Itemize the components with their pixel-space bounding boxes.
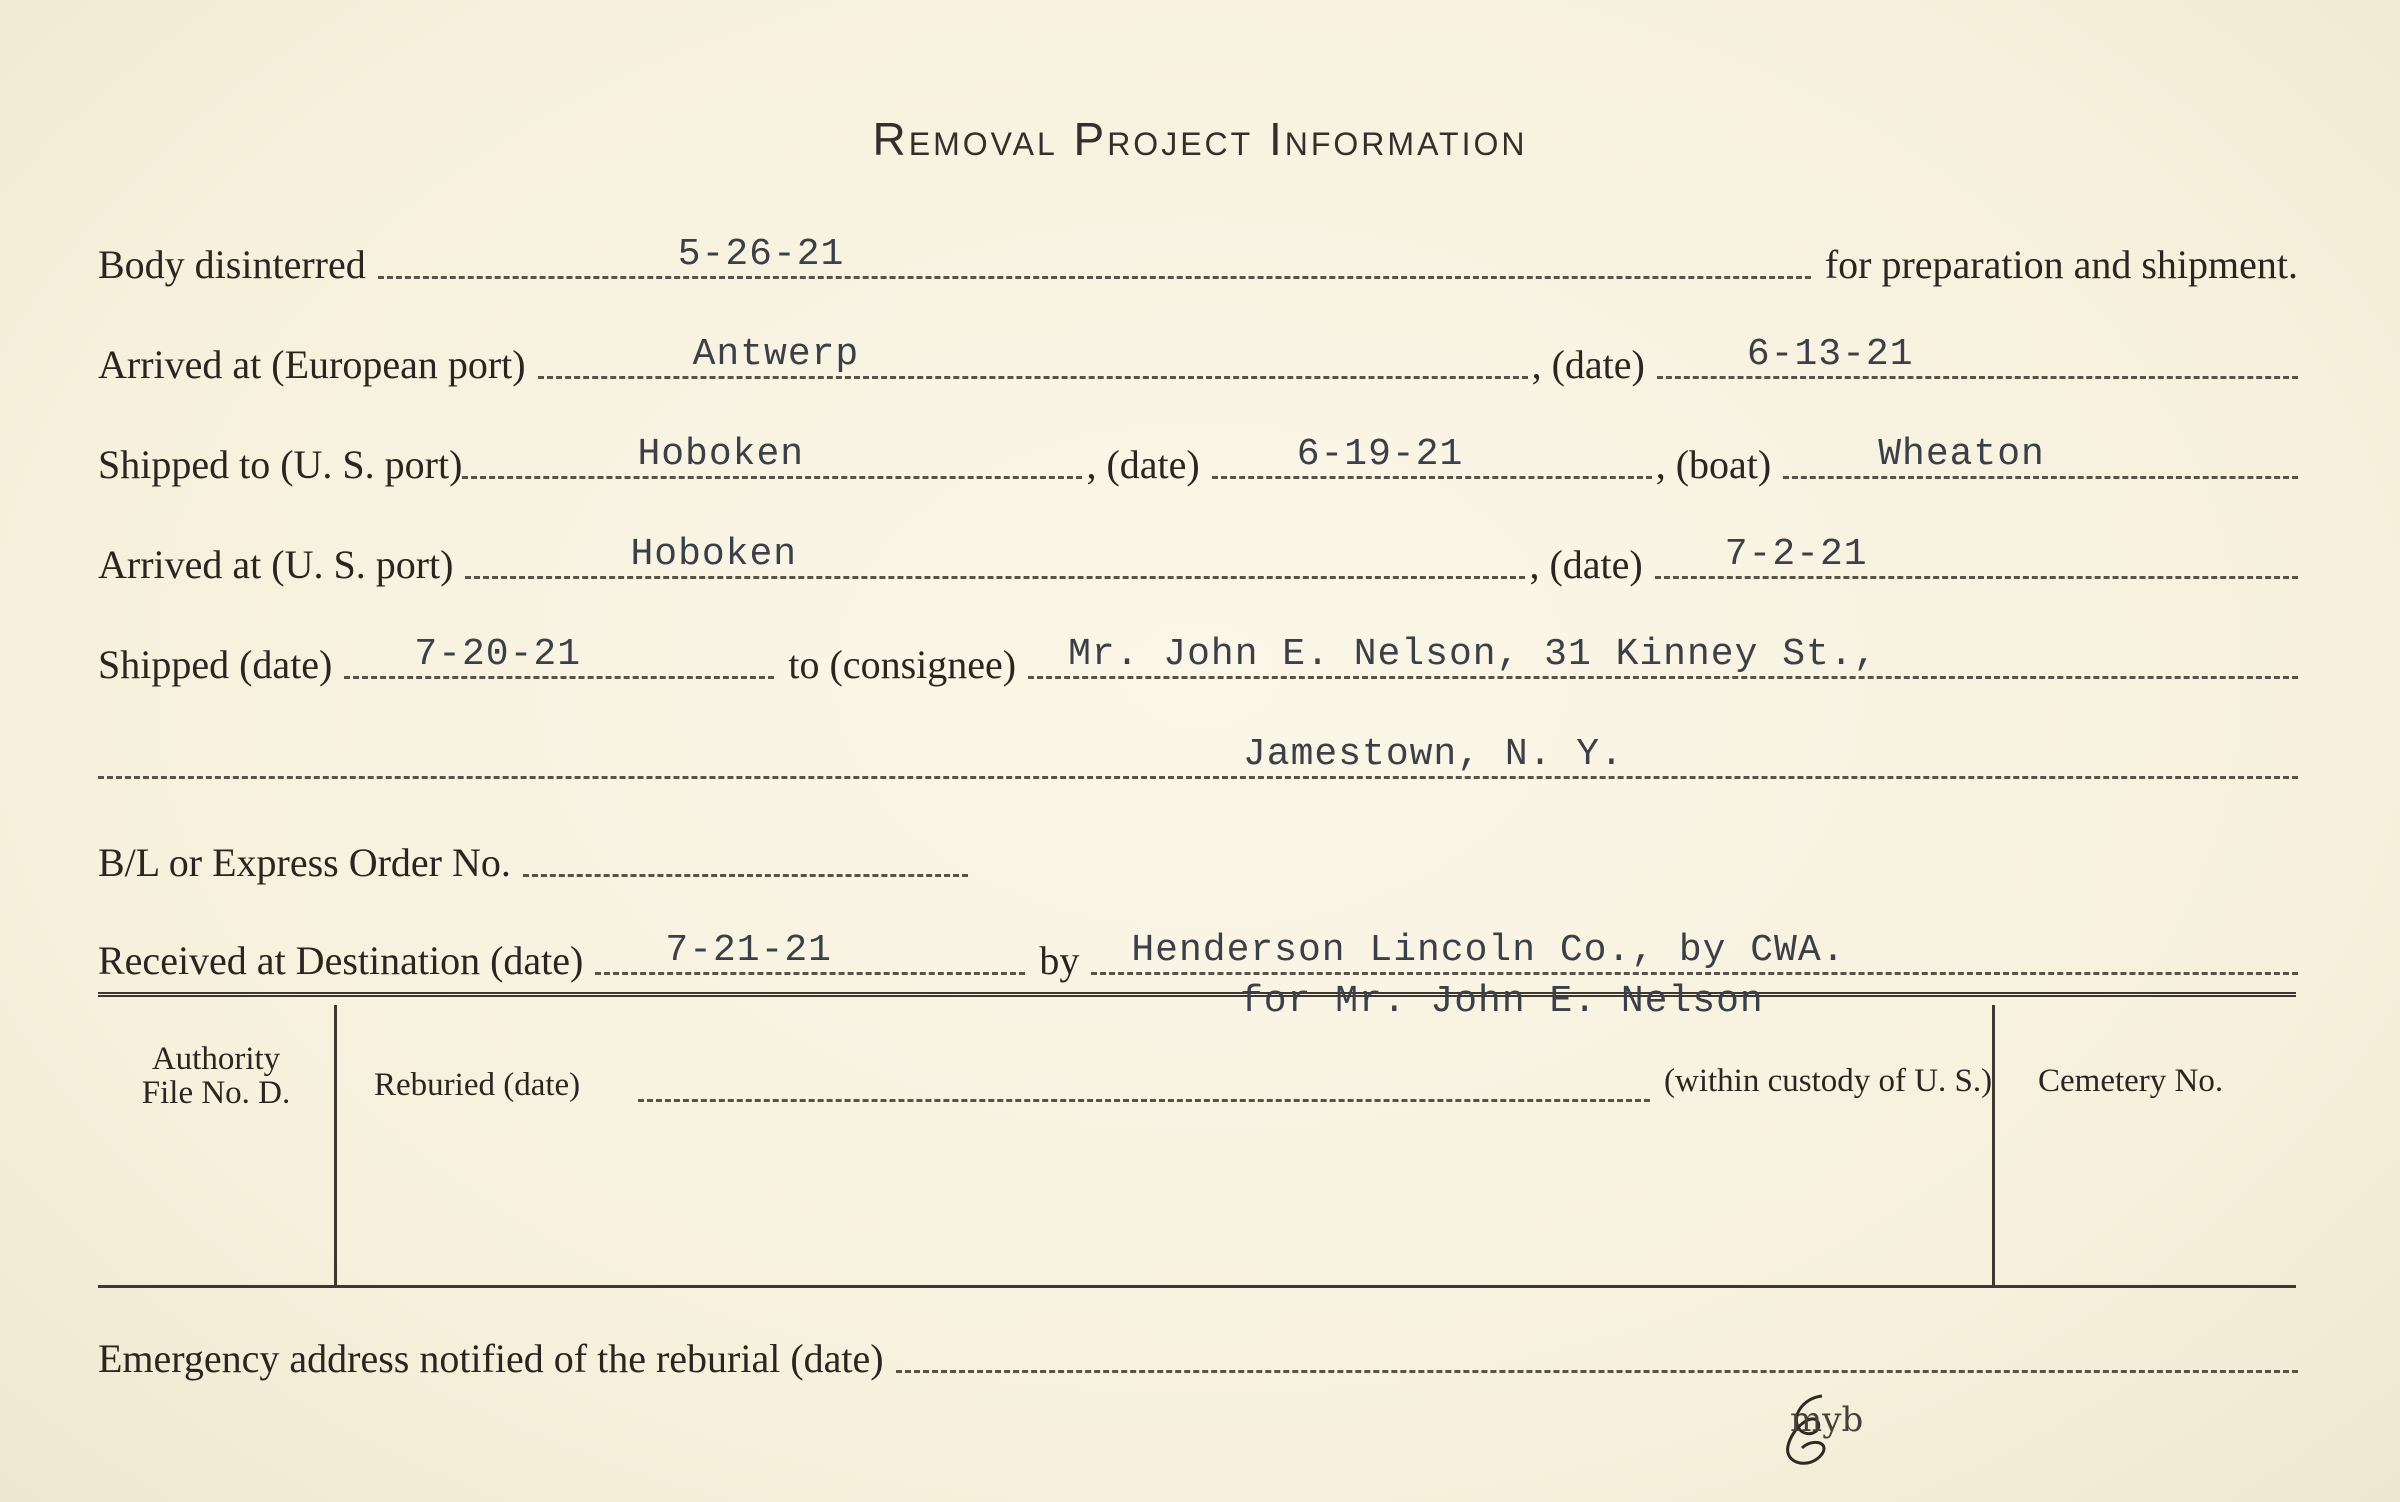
row-emergency: [98, 1322, 2298, 1382]
disinterred-suffix: for preparation and shipment.: [1824, 242, 2298, 287]
consignee-name: Mr. John E. Nelson, 31 Kinney St.,: [1068, 633, 1878, 676]
shipped-us-date-label: , (date): [1086, 442, 1200, 487]
row-shipped-us: [98, 428, 2298, 488]
reburial-box: [98, 992, 2296, 1288]
row-shipped-consignee: [98, 628, 2298, 688]
row-consignee-line2: [98, 728, 2298, 788]
received-by: Henderson Lincoln Co., by CWA.: [1131, 929, 1846, 972]
emergency-label: Emergency address notified of the reburial (date): [98, 1336, 884, 1381]
disinterred-date: 5-26-21: [677, 233, 845, 276]
shipped-date-field: [344, 633, 774, 679]
arrived-us-date: 7-2-21: [1724, 533, 1868, 576]
arrived-us-date-label: , (date): [1529, 542, 1643, 587]
arrived-eu-port: Antwerp: [692, 333, 860, 376]
shipped-us-boat-field: [1783, 433, 2298, 479]
row-arrived-european: [98, 328, 2298, 388]
received-by-field: [1091, 929, 2298, 975]
shipped-us-date: 6-19-21: [1296, 433, 1464, 476]
shipped-date-label: Shipped (date): [98, 642, 333, 687]
consignee-city: Jamestown, N. Y.: [1243, 733, 1624, 776]
shipped-date: 7-20-21: [414, 633, 582, 676]
shipped-us-label: Shipped to (U. S. port): [98, 442, 463, 487]
page-title: Removal Project Information: [872, 113, 1528, 165]
emergency-field: [896, 1330, 2298, 1373]
reburied-field: [638, 1089, 1650, 1102]
arrived-eu-date-label: , (date): [1531, 342, 1645, 387]
shipped-us-port: Hoboken: [637, 433, 805, 476]
reburied-label: Reburied (date): [374, 1067, 581, 1103]
consignee-label: to (consignee): [788, 642, 1017, 687]
shipped-us-port-field: [462, 433, 1082, 479]
authority-line1: Authority: [151, 1041, 281, 1077]
box-divider-left: [334, 1005, 337, 1285]
received-label: Received at Destination (date): [98, 938, 584, 983]
arrived-eu-port-field: [538, 333, 1528, 379]
received-by-label: by: [1039, 938, 1080, 983]
received-date: 7-21-21: [665, 929, 832, 972]
arrived-us-date-field: [1655, 533, 2298, 579]
arrived-us-port-field: [465, 533, 1525, 579]
shipped-us-boat-label: , (boat): [1655, 442, 1772, 487]
consignee-line2-field: [98, 733, 2298, 779]
disinterred-label: Body disinterred: [98, 242, 366, 287]
bl-label: B/L or Express Order No.: [98, 840, 511, 885]
bl-field: [523, 834, 968, 877]
arrived-eu-label: Arrived at (European port): [98, 342, 526, 387]
arrived-us-label: Arrived at (U. S. port): [98, 542, 454, 587]
disinterred-field: [378, 233, 1811, 279]
received-date-field: [595, 929, 1025, 975]
arrived-eu-date-field: [1657, 333, 2298, 379]
authority-line2: File No. D.: [141, 1075, 291, 1111]
row-arrived-us: [98, 528, 2298, 588]
shipped-us-boat: Wheaton: [1878, 433, 2045, 476]
custody-label: (within custody of U. S.): [1664, 1063, 1993, 1099]
cemetery-label: Cemetery No.: [2038, 1063, 2224, 1099]
box-divider-right: [1992, 1005, 1995, 1285]
row-disinterred: [98, 228, 2298, 288]
consignee-field: [1028, 633, 2298, 679]
row-received: [98, 924, 2298, 984]
shipped-us-date-field: [1212, 433, 1652, 479]
received-by-line2: for Mr. John E. Nelson: [1240, 980, 1764, 1023]
arrived-us-port: Hoboken: [630, 533, 798, 576]
initials: myb: [1790, 1400, 1864, 1440]
authority-file-label: [98, 1042, 334, 1110]
arrived-eu-date: 6-13-21: [1746, 333, 1914, 376]
row-bl: [98, 826, 968, 886]
